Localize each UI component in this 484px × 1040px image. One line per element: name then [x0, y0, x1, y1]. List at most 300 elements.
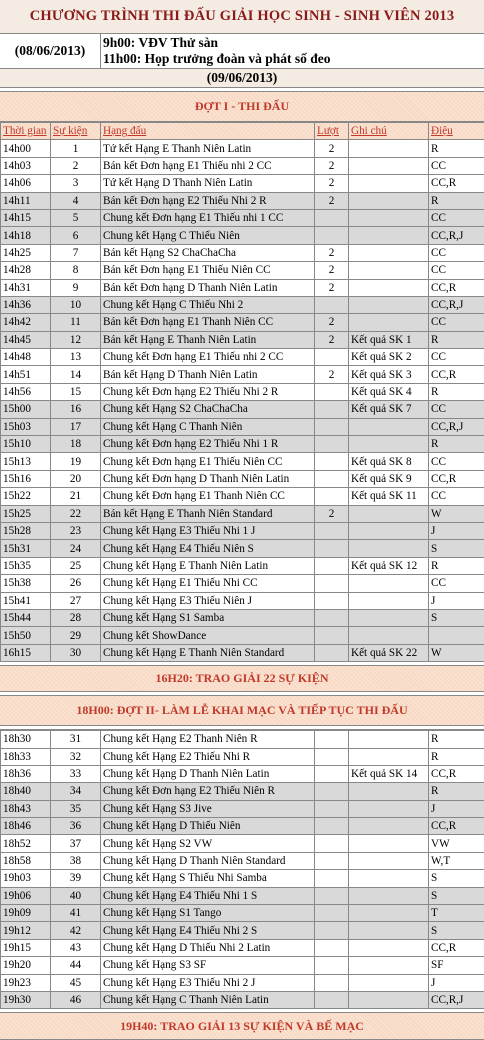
cell-round	[315, 418, 349, 435]
cell-dance: CC,R,J	[429, 296, 484, 313]
table-row	[1, 627, 484, 644]
cell-event: 5	[51, 209, 101, 226]
cell-event: 9	[51, 279, 101, 296]
cell-category: Chung kết Hạng S2 ChaChaCha	[101, 401, 315, 418]
cell-category: Bán kết Đơn hạng E1 Thanh Niên CC	[101, 314, 315, 331]
cell-category: Bán kết Hạng S2 ChaChaCha	[101, 244, 315, 261]
cell-dance: CC,R	[429, 279, 484, 296]
cell-time: 19h09	[1, 905, 51, 922]
cell-note	[349, 731, 429, 748]
cell-event: 8	[51, 262, 101, 279]
day1-lines	[101, 34, 484, 68]
cell-time: 14h25	[1, 244, 51, 261]
table-row	[1, 522, 484, 539]
cell-category: Chung kết Hạng S3 SF	[101, 957, 315, 974]
cell-event: 45	[51, 974, 101, 991]
cell-event: 31	[51, 731, 101, 748]
cell-dance: J	[429, 522, 484, 539]
cell-event: 38	[51, 852, 101, 869]
cell-time: 14h28	[1, 262, 51, 279]
cell-note	[349, 852, 429, 869]
cell-dance: S	[429, 609, 484, 626]
table-row	[1, 557, 484, 574]
cell-category: Chung kết Hạng E4 Thiếu Nhi 2 S	[101, 922, 315, 939]
cell-time: 16h15	[1, 644, 51, 661]
cell-category: Tứ kết Hạng E Thanh Niên Latin	[101, 140, 315, 157]
cell-round	[315, 609, 349, 626]
cell-dance: CC,R,J	[429, 991, 484, 1008]
cell-time: 19h12	[1, 922, 51, 939]
cell-note	[349, 991, 429, 1008]
cell-category: Chung kết ShowDance	[101, 627, 315, 644]
table-row	[1, 436, 484, 453]
cell-category: Chung kết Hạng D Thanh Niên Latin	[101, 765, 315, 782]
cell-note	[349, 818, 429, 835]
cell-note	[349, 418, 429, 435]
cell-round	[315, 765, 349, 782]
cell-note	[349, 209, 429, 226]
table-row	[1, 227, 484, 244]
cell-event: 35	[51, 800, 101, 817]
cell-time: 18h40	[1, 783, 51, 800]
cell-round	[315, 227, 349, 244]
cell-round	[315, 974, 349, 991]
cell-time: 14h45	[1, 331, 51, 348]
cell-time: 18h36	[1, 765, 51, 782]
cell-event: 4	[51, 192, 101, 209]
cell-round	[315, 522, 349, 539]
table-row	[1, 800, 484, 817]
cell-round	[315, 453, 349, 470]
cell-round	[315, 887, 349, 904]
cell-note: Kết quả SK 3	[349, 366, 429, 383]
table-row	[1, 209, 484, 226]
cell-event: 24	[51, 540, 101, 557]
table-row	[1, 765, 484, 782]
cell-category: Chung kết Đơn hạng E2 Thiếu Nhi 2 R	[101, 383, 315, 400]
page-title: CHƯƠNG TRÌNH THI ĐẤU GIẢI HỌC SINH - SINH VIÊN 2013	[0, 0, 484, 34]
table-row	[1, 609, 484, 626]
schedule-table-2	[0, 730, 484, 1009]
cell-note: Kết quả SK 7	[349, 401, 429, 418]
cell-dance: CC	[429, 453, 484, 470]
cell-category: Bán kết Đơn hạng D Thanh Niên Latin	[101, 279, 315, 296]
cell-dance: CC	[429, 209, 484, 226]
cell-event: 19	[51, 453, 101, 470]
cell-category: Chung kết Hạng E3 Thiếu Niên J	[101, 592, 315, 609]
cell-time: 15h13	[1, 453, 51, 470]
cell-category: Chung kết Đơn hạng E1 Thiếu Niên CC	[101, 453, 315, 470]
cell-event: 14	[51, 366, 101, 383]
cell-note	[349, 140, 429, 157]
cell-note	[349, 974, 429, 991]
cell-event: 42	[51, 922, 101, 939]
cell-event: 3	[51, 175, 101, 192]
cell-note	[349, 522, 429, 539]
cell-time: 19h06	[1, 887, 51, 904]
cell-event: 23	[51, 522, 101, 539]
cell-category: Chung kết Hạng E Thanh Niên Latin	[101, 557, 315, 574]
cell-note	[349, 922, 429, 939]
table-row	[1, 905, 484, 922]
cell-time: 18h46	[1, 818, 51, 835]
cell-dance: R	[429, 383, 484, 400]
table-row	[1, 366, 484, 383]
cell-note	[349, 296, 429, 313]
cell-time: 19h23	[1, 974, 51, 991]
cell-dance: S	[429, 540, 484, 557]
cell-category: Chung kết Hạng E2 Thanh Niên R	[101, 731, 315, 748]
cell-category: Chung kết Hạng E4 Thiếu Nhi 1 S	[101, 887, 315, 904]
cell-round	[315, 644, 349, 661]
table-row	[1, 644, 484, 661]
cell-dance: J	[429, 974, 484, 991]
cell-round: 2	[315, 262, 349, 279]
cell-note	[349, 800, 429, 817]
table-row	[1, 957, 484, 974]
cell-event: 10	[51, 296, 101, 313]
table-row	[1, 835, 484, 852]
cell-time: 14h31	[1, 279, 51, 296]
cell-dance: CC,R	[429, 765, 484, 782]
cell-round: 2	[315, 140, 349, 157]
cell-category: Chung kết Đơn hạng E2 Thiếu Niên R	[101, 783, 315, 800]
cell-dance: R	[429, 331, 484, 348]
cell-dance: R	[429, 748, 484, 765]
cell-event: 17	[51, 418, 101, 435]
cell-event: 34	[51, 783, 101, 800]
cell-event: 44	[51, 957, 101, 974]
cell-event: 16	[51, 401, 101, 418]
cell-round	[315, 592, 349, 609]
cell-category: Bán kết Đơn hạng E1 Thiếu nhi 2 CC	[101, 157, 315, 174]
cell-time: 14h03	[1, 157, 51, 174]
cell-category: Chung kết Đơn hạng E2 Thiếu Nhi 1 R	[101, 436, 315, 453]
table-row	[1, 783, 484, 800]
cell-round	[315, 991, 349, 1008]
cell-round	[315, 835, 349, 852]
cell-dance: CC,R,J	[429, 227, 484, 244]
table-row	[1, 453, 484, 470]
cell-event: 33	[51, 765, 101, 782]
cell-time: 14h36	[1, 296, 51, 313]
cell-dance: J	[429, 592, 484, 609]
cell-round	[315, 748, 349, 765]
table-row	[1, 383, 484, 400]
cell-round: 2	[315, 157, 349, 174]
cell-event: 40	[51, 887, 101, 904]
cell-time: 15h25	[1, 505, 51, 522]
cell-time: 15h50	[1, 627, 51, 644]
cell-note	[349, 592, 429, 609]
cell-round: 2	[315, 175, 349, 192]
day2-date: (09/06/2013)	[0, 69, 484, 88]
cell-round	[315, 627, 349, 644]
cell-round	[315, 557, 349, 574]
cell-time: 18h52	[1, 835, 51, 852]
schedule-table-1	[0, 122, 484, 662]
cell-dance: CC	[429, 244, 484, 261]
table-row	[1, 244, 484, 261]
table-row	[1, 314, 484, 331]
cell-category: Chung kết Đơn hạng E1 Thiếu nhi 2 CC	[101, 349, 315, 366]
table-row	[1, 731, 484, 748]
cell-round	[315, 922, 349, 939]
cell-category: Bán kết Đơn hạng E2 Thiếu Nhi 2 R	[101, 192, 315, 209]
cell-round	[315, 436, 349, 453]
cell-category: Chung kết Đơn hạng D Thanh Niên Latin	[101, 470, 315, 487]
cell-note	[349, 835, 429, 852]
cell-dance: R	[429, 192, 484, 209]
table-header-row	[1, 123, 484, 140]
cell-time: 14h56	[1, 383, 51, 400]
cell-category: Chung kết Hạng S Thiếu Nhi Samba	[101, 870, 315, 887]
cell-category: Bán kết Hạng E Thanh Niên Standard	[101, 505, 315, 522]
cell-time: 15h31	[1, 540, 51, 557]
cell-category: Chung kết Hạng S2 VW	[101, 835, 315, 852]
cell-time: 15h03	[1, 418, 51, 435]
cell-time: 18h30	[1, 731, 51, 748]
cell-dance	[429, 627, 484, 644]
cell-dance: S	[429, 887, 484, 904]
cell-event: 32	[51, 748, 101, 765]
header-time: Thời gian	[1, 123, 51, 140]
cell-note	[349, 175, 429, 192]
cell-time: 15h35	[1, 557, 51, 574]
table-row	[1, 540, 484, 557]
cell-category: Bán kết Hạng D Thanh Niên Latin	[101, 366, 315, 383]
cell-event: 12	[51, 331, 101, 348]
cell-time: 14h51	[1, 366, 51, 383]
table-row	[1, 922, 484, 939]
cell-note	[349, 939, 429, 956]
table-row	[1, 262, 484, 279]
cell-dance: R	[429, 557, 484, 574]
cell-round	[315, 575, 349, 592]
cell-time: 15h00	[1, 401, 51, 418]
table-row	[1, 470, 484, 487]
cell-dance: CC,R,J	[429, 418, 484, 435]
cell-dance: R	[429, 783, 484, 800]
cell-note: Kết quả SK 22	[349, 644, 429, 661]
table-row	[1, 818, 484, 835]
cell-category: Chung kết Hạng E4 Thiếu Niên S	[101, 540, 315, 557]
cell-time: 14h42	[1, 314, 51, 331]
cell-note: Kết quả SK 11	[349, 488, 429, 505]
cell-round	[315, 383, 349, 400]
cell-event: 39	[51, 870, 101, 887]
cell-event: 30	[51, 644, 101, 661]
cell-time: 19h20	[1, 957, 51, 974]
cell-round	[315, 470, 349, 487]
cell-category: Chung kết Hạng S1 Samba	[101, 609, 315, 626]
table-row	[1, 505, 484, 522]
cell-dance: CC	[429, 314, 484, 331]
day1-line2: 11h00: Họp trưởng đoàn và phát số đeo	[103, 51, 484, 67]
cell-dance: J	[429, 800, 484, 817]
cell-round	[315, 296, 349, 313]
table-row	[1, 175, 484, 192]
cell-event: 2	[51, 157, 101, 174]
header-dance: Điệu	[429, 123, 484, 140]
cell-category: Chung kết Hạng E2 Thiếu Nhi R	[101, 748, 315, 765]
cell-category: Chung kết Hạng D Thiếu Nhi 2 Latin	[101, 939, 315, 956]
cell-note: Kết quả SK 14	[349, 765, 429, 782]
cell-round: 2	[315, 279, 349, 296]
cell-dance: SF	[429, 957, 484, 974]
cell-event: 22	[51, 505, 101, 522]
table-row	[1, 401, 484, 418]
cell-event: 29	[51, 627, 101, 644]
cell-note	[349, 575, 429, 592]
cell-time: 14h48	[1, 349, 51, 366]
cell-round	[315, 852, 349, 869]
cell-round	[315, 957, 349, 974]
cell-category: Chung kết Hạng S3 Jive	[101, 800, 315, 817]
phase1-heading: ĐỢT I - THI ĐẤU	[0, 92, 484, 122]
cell-time: 14h06	[1, 175, 51, 192]
cell-time: 14h18	[1, 227, 51, 244]
cell-dance: VW	[429, 835, 484, 852]
cell-dance: R	[429, 436, 484, 453]
cell-time: 15h16	[1, 470, 51, 487]
table-row	[1, 296, 484, 313]
cell-time: 14h11	[1, 192, 51, 209]
table-row	[1, 852, 484, 869]
day1-date: (08/06/2013)	[0, 34, 101, 68]
cell-time: 18h43	[1, 800, 51, 817]
cell-dance: CC	[429, 157, 484, 174]
cell-round	[315, 349, 349, 366]
cell-time: 15h28	[1, 522, 51, 539]
cell-time: 18h33	[1, 748, 51, 765]
header-note: Ghi chú	[349, 123, 429, 140]
cell-dance: W,T	[429, 852, 484, 869]
header-category: Hạng đấu	[101, 123, 315, 140]
day1-info	[0, 34, 484, 69]
cell-event: 13	[51, 349, 101, 366]
cell-note	[349, 227, 429, 244]
cell-dance: S	[429, 870, 484, 887]
cell-round: 2	[315, 244, 349, 261]
cell-round	[315, 540, 349, 557]
cell-category: Chung kết Hạng C Thiếu Nhi 2	[101, 296, 315, 313]
cell-category: Chung kết Hạng E1 Thiếu Nhi CC	[101, 575, 315, 592]
cell-round: 2	[315, 331, 349, 348]
cell-dance: CC	[429, 401, 484, 418]
cell-time: 19h03	[1, 870, 51, 887]
cell-note	[349, 748, 429, 765]
table-row	[1, 488, 484, 505]
table-row	[1, 592, 484, 609]
cell-round: 2	[315, 366, 349, 383]
cell-time: 18h58	[1, 852, 51, 869]
cell-note	[349, 262, 429, 279]
cell-round	[315, 800, 349, 817]
cell-round: 2	[315, 192, 349, 209]
table-row	[1, 887, 484, 904]
cell-dance: CC	[429, 349, 484, 366]
cell-time: 14h00	[1, 140, 51, 157]
cell-note	[349, 279, 429, 296]
cell-note	[349, 192, 429, 209]
cell-category: Chung kết Hạng D Thiếu Niên	[101, 818, 315, 835]
cell-round	[315, 401, 349, 418]
table-row	[1, 279, 484, 296]
award1-heading: 16H20: TRAO GIẢI 22 SỰ KIỆN	[0, 666, 484, 692]
cell-dance: CC,R	[429, 366, 484, 383]
table-row	[1, 575, 484, 592]
cell-round	[315, 783, 349, 800]
cell-time: 15h10	[1, 436, 51, 453]
cell-note	[349, 505, 429, 522]
cell-category: Chung kết Hạng E3 Thiếu Nhi 2 J	[101, 974, 315, 991]
cell-dance: CC,R	[429, 175, 484, 192]
cell-event: 26	[51, 575, 101, 592]
table-row	[1, 192, 484, 209]
cell-time: 19h30	[1, 991, 51, 1008]
table-row	[1, 331, 484, 348]
award2-heading: 19H40: TRAO GIẢI 13 SỰ KIỆN VÀ BẾ MẠC	[0, 1013, 484, 1040]
table-row	[1, 939, 484, 956]
cell-dance: W	[429, 644, 484, 661]
cell-dance: CC	[429, 575, 484, 592]
cell-event: 27	[51, 592, 101, 609]
cell-round	[315, 488, 349, 505]
cell-category: Chung kết Hạng C Thiếu Niên	[101, 227, 315, 244]
cell-dance: R	[429, 140, 484, 157]
table-row	[1, 140, 484, 157]
cell-round	[315, 818, 349, 835]
table-row	[1, 870, 484, 887]
cell-time: 15h38	[1, 575, 51, 592]
cell-event: 46	[51, 991, 101, 1008]
cell-note: Kết quả SK 9	[349, 470, 429, 487]
cell-note	[349, 314, 429, 331]
table-row	[1, 991, 484, 1008]
cell-dance: CC,R	[429, 470, 484, 487]
cell-note: Kết quả SK 4	[349, 383, 429, 400]
cell-event: 21	[51, 488, 101, 505]
cell-time: 15h22	[1, 488, 51, 505]
cell-event: 11	[51, 314, 101, 331]
day1-line1: 9h00: VĐV Thử sàn	[103, 35, 484, 51]
cell-round: 2	[315, 314, 349, 331]
cell-round	[315, 731, 349, 748]
cell-round: 2	[315, 505, 349, 522]
cell-note: Kết quả SK 1	[349, 331, 429, 348]
cell-round	[315, 939, 349, 956]
cell-category: Bán kết Hạng E Thanh Niên Latin	[101, 331, 315, 348]
cell-event: 7	[51, 244, 101, 261]
cell-event: 1	[51, 140, 101, 157]
cell-dance: R	[429, 731, 484, 748]
cell-event: 36	[51, 818, 101, 835]
header-round: Lượt	[315, 123, 349, 140]
cell-event: 20	[51, 470, 101, 487]
table-row	[1, 974, 484, 991]
table-body-2	[1, 731, 484, 1009]
cell-time: 15h41	[1, 592, 51, 609]
cell-category: Chung kết Đơn hạng E1 Thiếu nhi 1 CC	[101, 209, 315, 226]
cell-note	[349, 905, 429, 922]
cell-category: Bán kết Đơn hạng E1 Thiếu Niên CC	[101, 262, 315, 279]
cell-category: Chung kết Hạng C Thanh Niên	[101, 418, 315, 435]
cell-note	[349, 609, 429, 626]
cell-event: 28	[51, 609, 101, 626]
cell-note	[349, 244, 429, 261]
table-body-1	[1, 140, 484, 662]
